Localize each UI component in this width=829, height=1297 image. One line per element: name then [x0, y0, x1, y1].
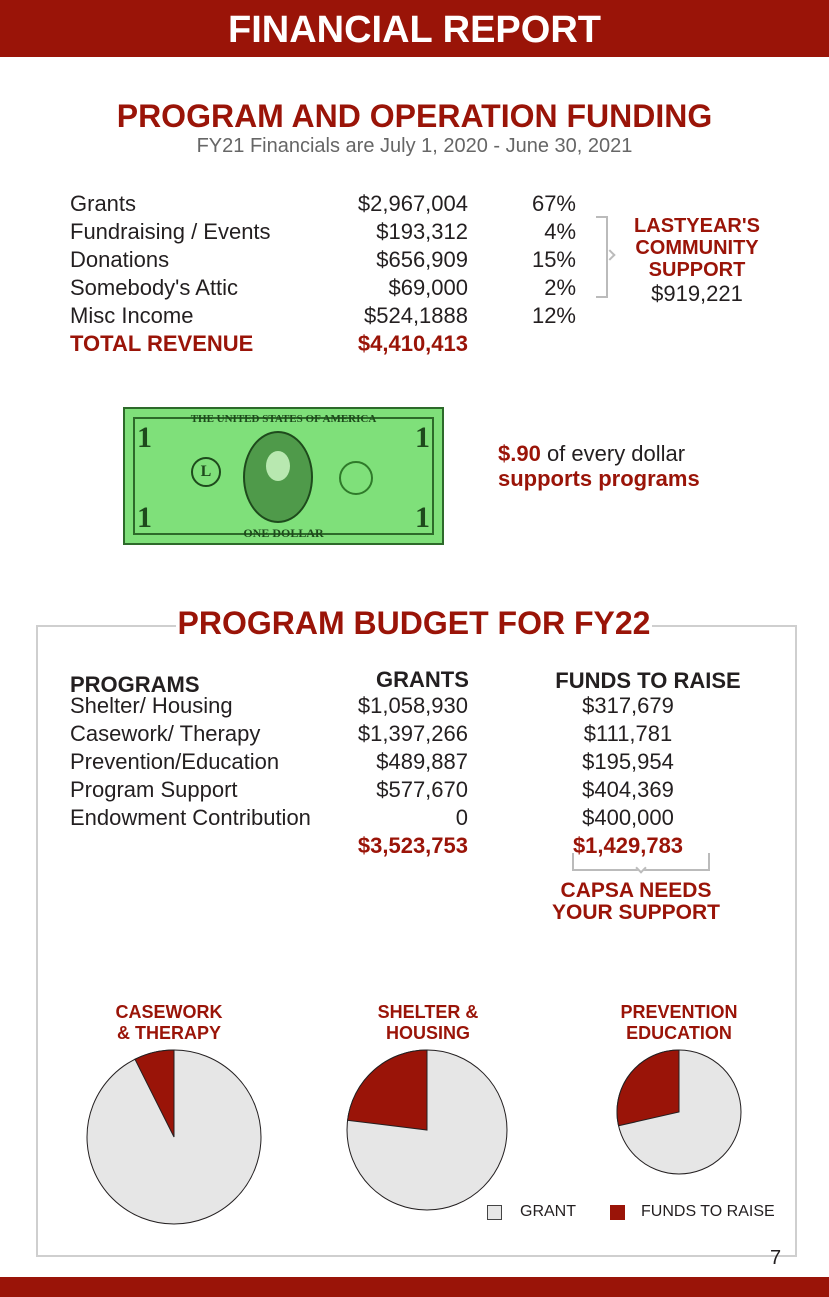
revenue-percent: 4% [544, 219, 576, 244]
program-label: Shelter/ Housing [70, 693, 233, 718]
revenue-label: Grants [70, 191, 137, 216]
revenue-percent: 12% [531, 303, 576, 328]
dollar-note [498, 441, 700, 491]
dollar-note-text2: supports programs [498, 466, 700, 491]
funding-subtitle: FY21 Financials are July 1, 2020 - June 30, 2021 [196, 135, 633, 157]
revenue-amount: $69,000 [388, 275, 468, 300]
program-funds: $111,781 [583, 721, 673, 746]
pie-slice-funds-to-raise [617, 1050, 679, 1126]
program-row [70, 721, 750, 749]
program-label: Program Support [70, 777, 238, 802]
needs-line1: CAPSA NEEDS [560, 879, 712, 902]
program-funds: $317,679 [582, 693, 674, 718]
bill-seal-icon: L [191, 457, 221, 487]
pie-title-line: HOUSING [385, 1023, 470, 1043]
program-label: Casework/ Therapy [70, 721, 261, 746]
bill-denomination-icon: 1 [137, 501, 152, 534]
pie-chart-prevention [616, 1049, 742, 1175]
program-label: Endowment Contribution [70, 805, 311, 830]
programs-header: PROGRAMS [70, 672, 200, 697]
footer-bar [0, 1277, 829, 1297]
community-line2: COMMUNITY [635, 237, 759, 259]
pie-chart-shelter [346, 1049, 508, 1211]
legend-funds-swatch [610, 1205, 625, 1220]
revenue-amount: $193,312 [376, 219, 468, 244]
portrait-face-icon [266, 451, 290, 481]
revenue-row [70, 303, 590, 331]
page-title: FINANCIAL REPORT [228, 9, 601, 51]
pie-title-line: EDUCATION [626, 1023, 732, 1043]
legend-funds-label: FUNDS TO RAISE [641, 1203, 775, 1220]
total-revenue-label: TOTAL REVENUE [70, 331, 254, 356]
revenue-row [70, 247, 590, 275]
total-revenue-amount: $4,410,413 [357, 331, 468, 356]
revenue-label: Somebody's Attic [70, 275, 239, 300]
program-funds: $400,000 [582, 805, 674, 830]
community-value: $919,221 [651, 281, 743, 306]
funds-total: $1,429,783 [572, 833, 684, 858]
pie-title-line: SHELTER & [377, 1002, 479, 1022]
dollar-note-text1: of every dollar [540, 441, 686, 466]
revenue-percent: 2% [544, 275, 576, 300]
community-line1: LASTYEAR'S [634, 215, 760, 237]
pie-title-prevention [594, 1002, 764, 1044]
bill-bottom-text: ONE DOLLAR [243, 526, 324, 540]
revenue-label: Misc Income [70, 303, 194, 328]
program-funds: $195,954 [582, 749, 674, 774]
revenue-percent: 67% [531, 191, 576, 216]
program-grants: $489,887 [376, 749, 468, 774]
needs-line2: YOUR SUPPORT [551, 901, 721, 924]
dollar-bill-image [123, 407, 444, 545]
revenue-row [70, 191, 590, 219]
dollar-note-amount: $.90 [498, 441, 541, 466]
revenue-amount: $524,1888 [364, 303, 468, 328]
program-grants: 0 [455, 805, 468, 830]
budget-title: PROGRAM BUDGET FOR FY22 [177, 605, 651, 641]
program-row [70, 749, 750, 777]
revenue-row [70, 219, 590, 247]
grants-total: $3,523,753 [357, 833, 468, 858]
program-grants: $577,670 [376, 777, 468, 802]
revenue-amount: $656,909 [376, 247, 468, 272]
funds-header: FUNDS TO RAISE [555, 668, 741, 693]
revenue-label: Donations [70, 247, 170, 272]
bill-denomination-icon: 1 [415, 501, 430, 534]
revenue-percent: 15% [531, 247, 576, 272]
bill-top-text: THE UNITED STATES OF AMERICA [190, 413, 377, 425]
program-row [70, 805, 750, 833]
revenue-row [70, 275, 590, 303]
revenue-total-row [70, 331, 590, 359]
pie-title-line: & THERAPY [116, 1023, 221, 1043]
program-row [70, 777, 750, 805]
pie-title-line: PREVENTION [620, 1002, 738, 1022]
pie-title-line: CASEWORK [115, 1002, 223, 1022]
revenue-label: Fundraising / Events [70, 219, 271, 244]
legend-grant-swatch [487, 1205, 502, 1220]
pie-slice-funds-to-raise [348, 1050, 427, 1130]
page-number: 7 [770, 1247, 782, 1269]
pie-title-shelter [343, 1002, 513, 1044]
community-support [614, 215, 780, 307]
treasury-seal-icon [339, 461, 373, 495]
program-row [70, 693, 750, 721]
community-line3: SUPPORT [648, 259, 746, 281]
pie-chart-casework [86, 1049, 262, 1225]
program-label: Prevention/Education [70, 749, 280, 774]
program-grants: $1,058,930 [357, 693, 468, 718]
legend-grant-label: GRANT [520, 1203, 576, 1220]
funding-title: PROGRAM AND OPERATION FUNDING [116, 98, 713, 134]
pie-title-casework [84, 1002, 254, 1044]
program-funds: $404,369 [582, 777, 674, 802]
revenue-amount: $2,967,004 [357, 191, 468, 216]
bill-denomination-icon: 1 [415, 421, 430, 454]
bill-denomination-icon: 1 [137, 421, 152, 454]
program-grants: $1,397,266 [357, 721, 468, 746]
grants-header: GRANTS [376, 667, 469, 692]
needs-callout [536, 880, 736, 924]
